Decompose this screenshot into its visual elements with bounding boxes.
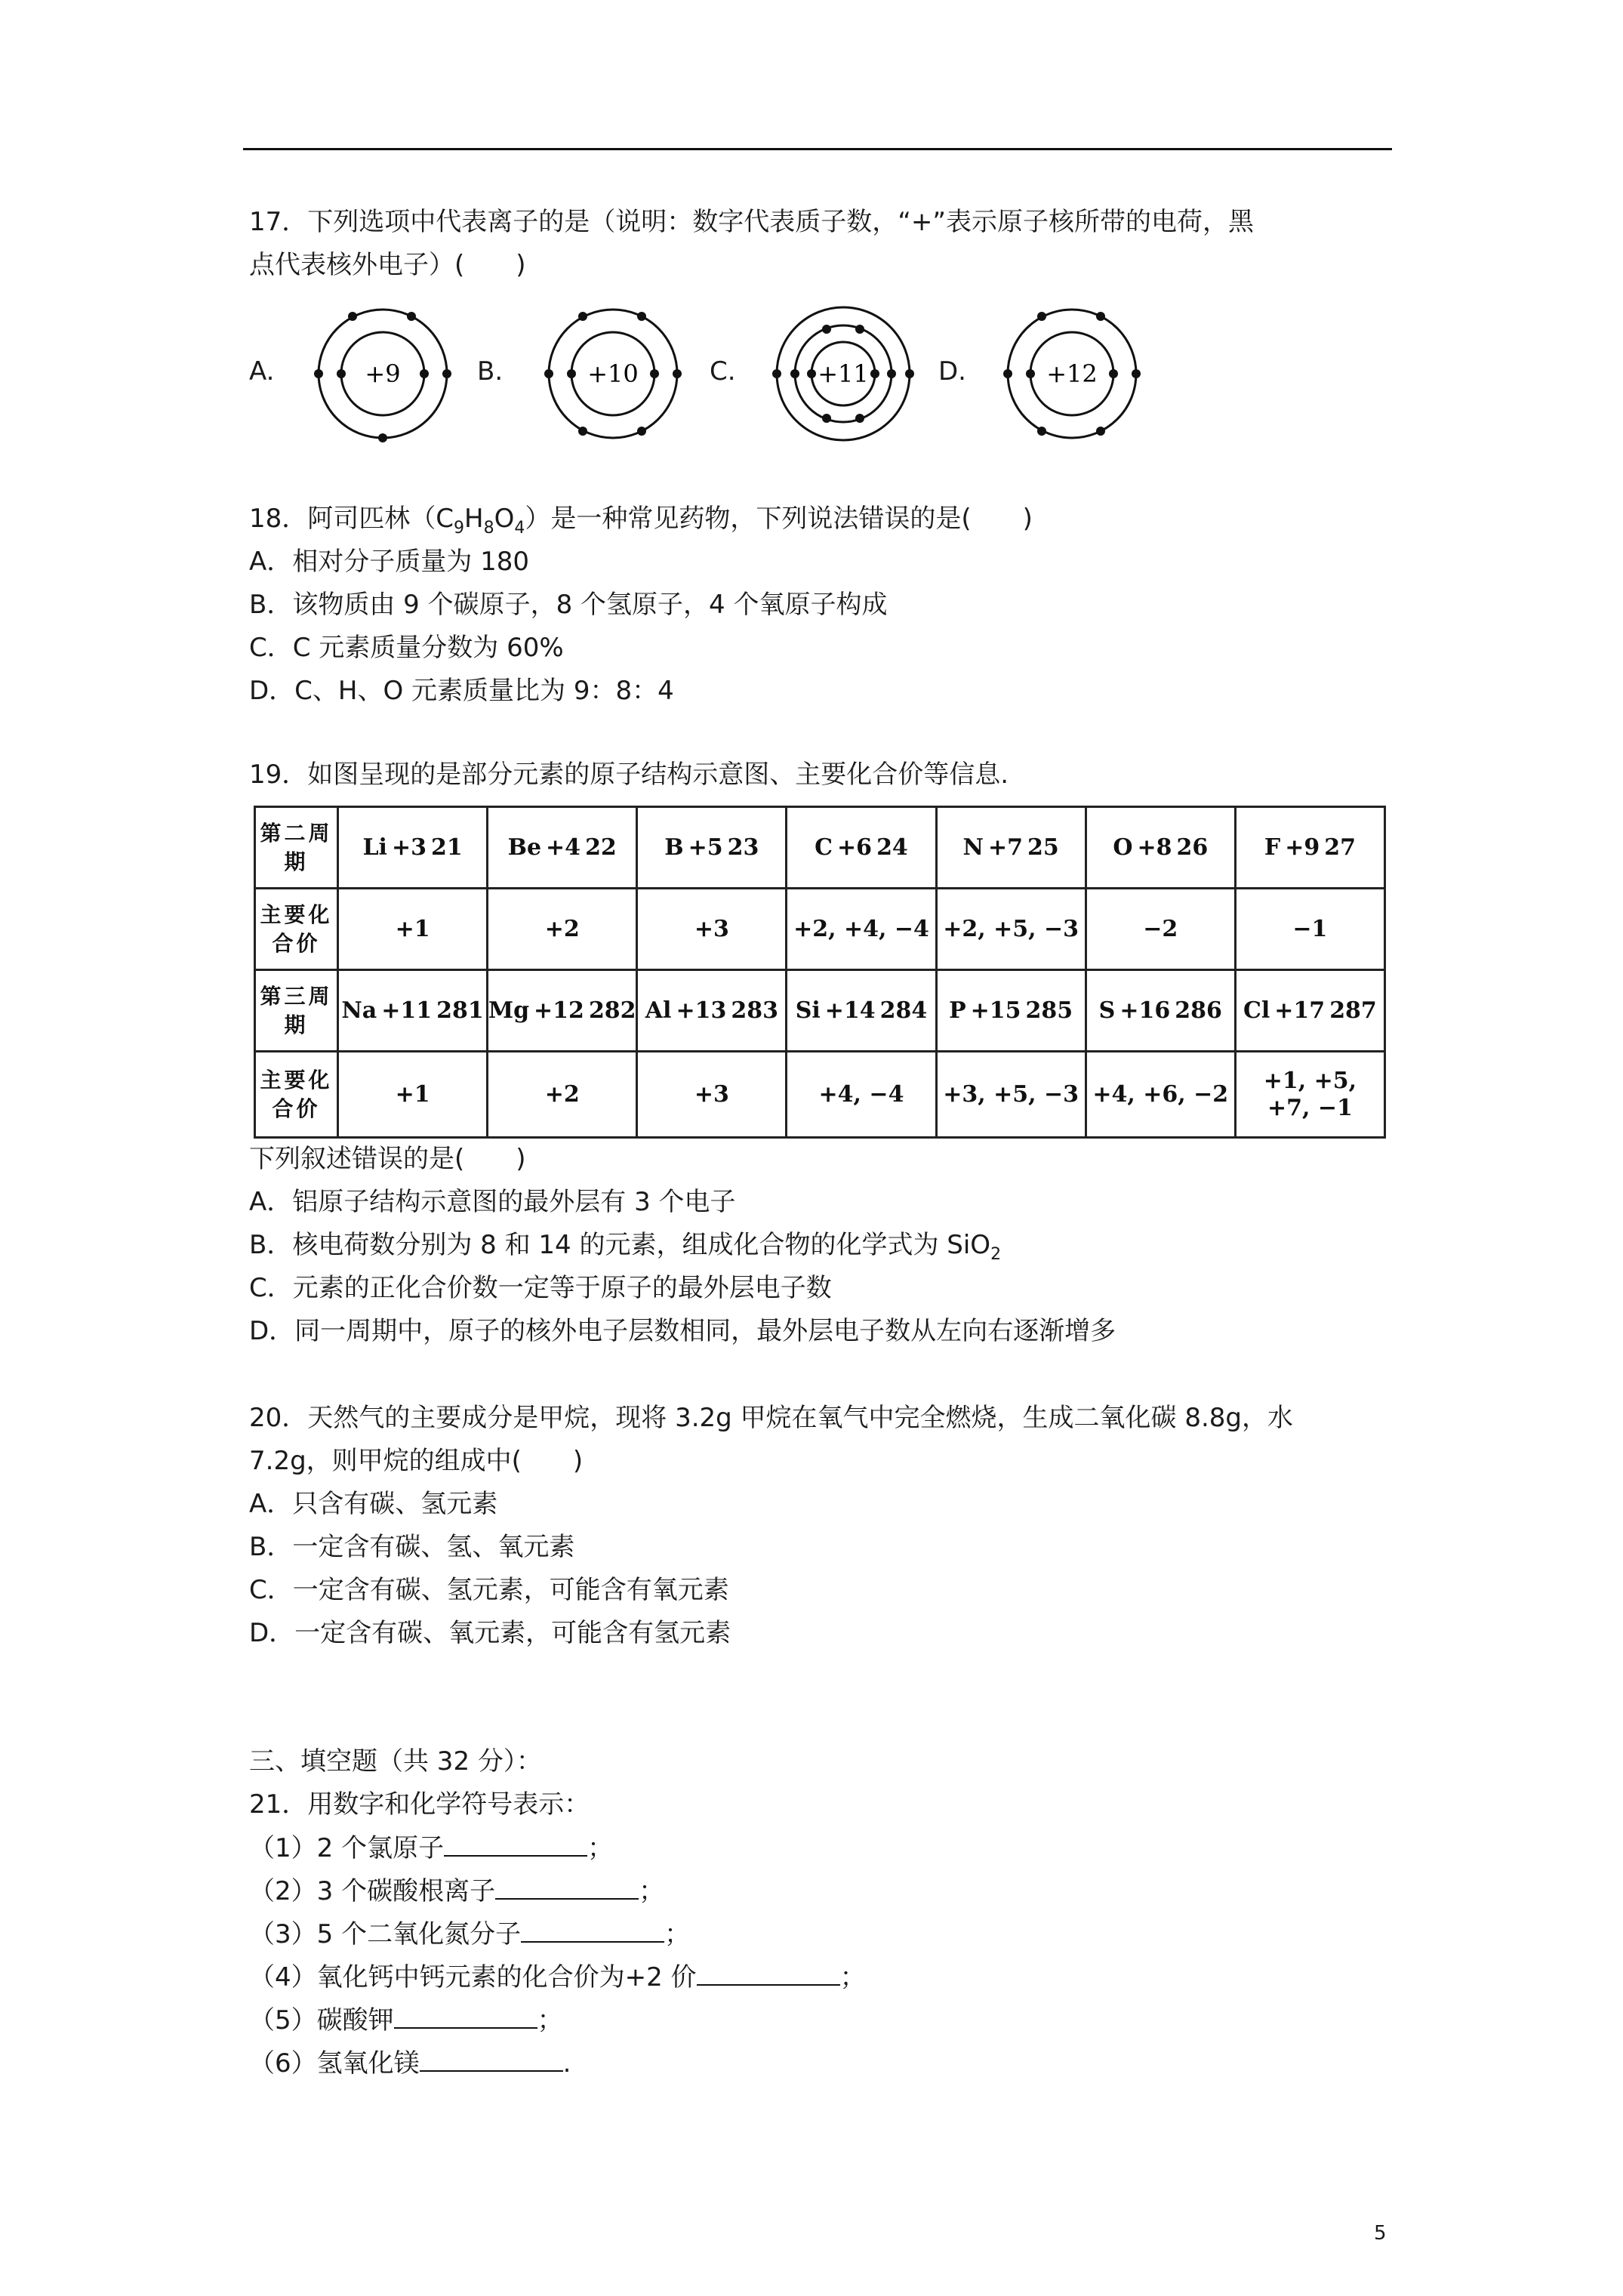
- element-cell: Be +4 22: [488, 807, 637, 889]
- valence-cell: +3: [637, 889, 787, 970]
- q17-option-c-atom-diagram: [751, 302, 936, 445]
- q17-option-d-label: D.: [938, 356, 966, 387]
- element-cell: O +8 26: [1086, 807, 1235, 889]
- q17-option-b-nucleus-charge: +10: [587, 359, 639, 388]
- q17-option-c-nucleus-charge: +11: [818, 359, 869, 388]
- element-cell: Na +11 281: [338, 970, 488, 1052]
- q18-option-a: A．相对分子质量为 180: [249, 547, 529, 577]
- q17-option-a-label: A.: [249, 356, 275, 387]
- element-cell: Cl +17 287: [1235, 970, 1384, 1052]
- q18-option-d: D．C、H、O 元素质量比为 9：8：4: [249, 676, 674, 706]
- valence-cell: +2: [488, 1052, 637, 1138]
- element-cell: S +16 286: [1086, 970, 1235, 1052]
- q18-option-c: C．C 元素质量分数为 60%: [249, 633, 564, 663]
- valence-cell: +3, +5, −3: [936, 1052, 1086, 1138]
- q19-stem: 19．如图呈现的是部分元素的原子结构示意图、主要化合价等信息.: [249, 760, 1009, 790]
- q17-option-c-label: C.: [710, 356, 736, 387]
- q18-stem: 18．阿司匹林$(C_9H_8O_4)$是一种常见药物，下列说法错误的是( ): [249, 504, 1033, 538]
- period2-valence-row: [255, 889, 1385, 970]
- answer-blank[interactable]: [394, 2005, 537, 2029]
- valence-cell: −1: [1235, 889, 1384, 970]
- period3-valence-row: [255, 1052, 1385, 1138]
- q19-option-b: B．核电荷数分别为 8 和 14 的元素，组成化合物的化学式为 SiO$_2$: [249, 1230, 1002, 1264]
- q19-question: 下列叙述错误的是( ): [249, 1144, 526, 1174]
- valence-cell: +2: [488, 889, 637, 970]
- q20-option-b: B．一定含有碳、氢、氧元素: [249, 1532, 575, 1562]
- q17-option-a-atom-diagram: [291, 302, 476, 445]
- valence-cell: +1, +5, +7, −1: [1235, 1052, 1384, 1138]
- q21-item-6: （6）氢氧化镁 .: [249, 2048, 571, 2079]
- q21-item-5: （5）碳酸钾 ；: [249, 2005, 563, 2036]
- header-rule: [243, 148, 1392, 150]
- valence-label: 主要化合价: [255, 889, 338, 970]
- q17-stem-line2: 点代表核外电子）( ): [249, 250, 526, 280]
- q21-item-1: （1）2 个氯原子 ；: [249, 1833, 614, 1863]
- q17-stem-line1: 17．下列选项中代表离子的是（说明：数字代表质子数，“+”表示原子核所带的电荷，黑: [249, 207, 1254, 237]
- section3-title: 三、填空题（共 32 分）：: [249, 1746, 542, 1777]
- element-cell: N +7 25: [936, 807, 1086, 889]
- valence-cell: +2, +4, −4: [787, 889, 936, 970]
- period2-row: [255, 807, 1385, 889]
- period3-row: [255, 970, 1385, 1052]
- periodic-info-table: [254, 806, 1386, 1139]
- q17-option-d-nucleus-charge: +12: [1046, 359, 1098, 388]
- q17-option-d-atom-diagram: [980, 302, 1165, 445]
- valence-cell: +1: [338, 1052, 488, 1138]
- q17-option-b-label: B.: [477, 356, 504, 387]
- q17-option-a-nucleus-charge: +9: [365, 359, 401, 388]
- q21-item-2: （2）3 个碳酸根离子 ；: [249, 1876, 665, 1906]
- q20-option-d: D．一定含有碳、氧元素，可能含有氢元素: [249, 1618, 731, 1648]
- valence-label: 主要化合价: [255, 1052, 338, 1138]
- page-number: 5: [1374, 2222, 1387, 2245]
- q19-option-c: C．元素的正化合价数一定等于原子的最外层电子数: [249, 1273, 832, 1303]
- element-cell: C +6 24: [787, 807, 936, 889]
- q20-option-c: C．一定含有碳、氢元素，可能含有氧元素: [249, 1575, 729, 1605]
- element-cell: P +15 285: [936, 970, 1086, 1052]
- q19-option-a: A．铝原子结构示意图的最外层有 3 个电子: [249, 1187, 736, 1217]
- valence-cell: +4, +6, −2: [1086, 1052, 1235, 1138]
- q20-stem-line1: 20．天然气的主要成分是甲烷，现将 3.2g 甲烷在氧气中完全燃烧，生成二氧化碳 8.8g，水: [249, 1403, 1293, 1433]
- q19-option-d: D．同一周期中，原子的核外电子层数相同，最外层电子数从左向右逐渐增多: [249, 1316, 1116, 1346]
- element-cell: Li +3 21: [338, 807, 488, 889]
- element-cell: F +9 27: [1235, 807, 1384, 889]
- answer-blank[interactable]: [420, 2048, 563, 2072]
- q17-option-b-atom-diagram: [521, 302, 706, 445]
- q21-item-3: （3）5 个二氧化氮分子 ；: [249, 1919, 691, 1949]
- answer-blank[interactable]: [521, 1918, 664, 1943]
- period2-label: 第二周期: [255, 807, 338, 889]
- valence-cell: +3: [637, 1052, 787, 1138]
- element-cell: B +5 23: [637, 807, 787, 889]
- valence-cell: +2, +5, −3: [936, 889, 1086, 970]
- q21-stem: 21．用数字和化学符号表示：: [249, 1789, 590, 1820]
- valence-cell: +4, −4: [787, 1052, 936, 1138]
- q18-option-b: B．该物质由 9 个碳原子，8 个氢原子，4 个氧原子构成: [249, 590, 888, 620]
- q20-stem-line2: 7.2g，则甲烷的组成中( ): [249, 1446, 584, 1476]
- period3-label: 第三周期: [255, 970, 338, 1052]
- valence-cell: +1: [338, 889, 488, 970]
- q20-option-a: A．只含有碳、氢元素: [249, 1489, 498, 1519]
- q21-item-4: （4）氧化钙中钙元素的化合价为+2 价 ；: [249, 1962, 866, 1992]
- answer-blank[interactable]: [697, 1962, 840, 1986]
- valence-cell: −2: [1086, 889, 1235, 970]
- element-cell: Mg +12 282: [488, 970, 637, 1052]
- element-cell: Si +14 284: [787, 970, 936, 1052]
- answer-blank[interactable]: [495, 1875, 639, 1900]
- element-cell: Al +13 283: [637, 970, 787, 1052]
- answer-blank[interactable]: [444, 1832, 587, 1857]
